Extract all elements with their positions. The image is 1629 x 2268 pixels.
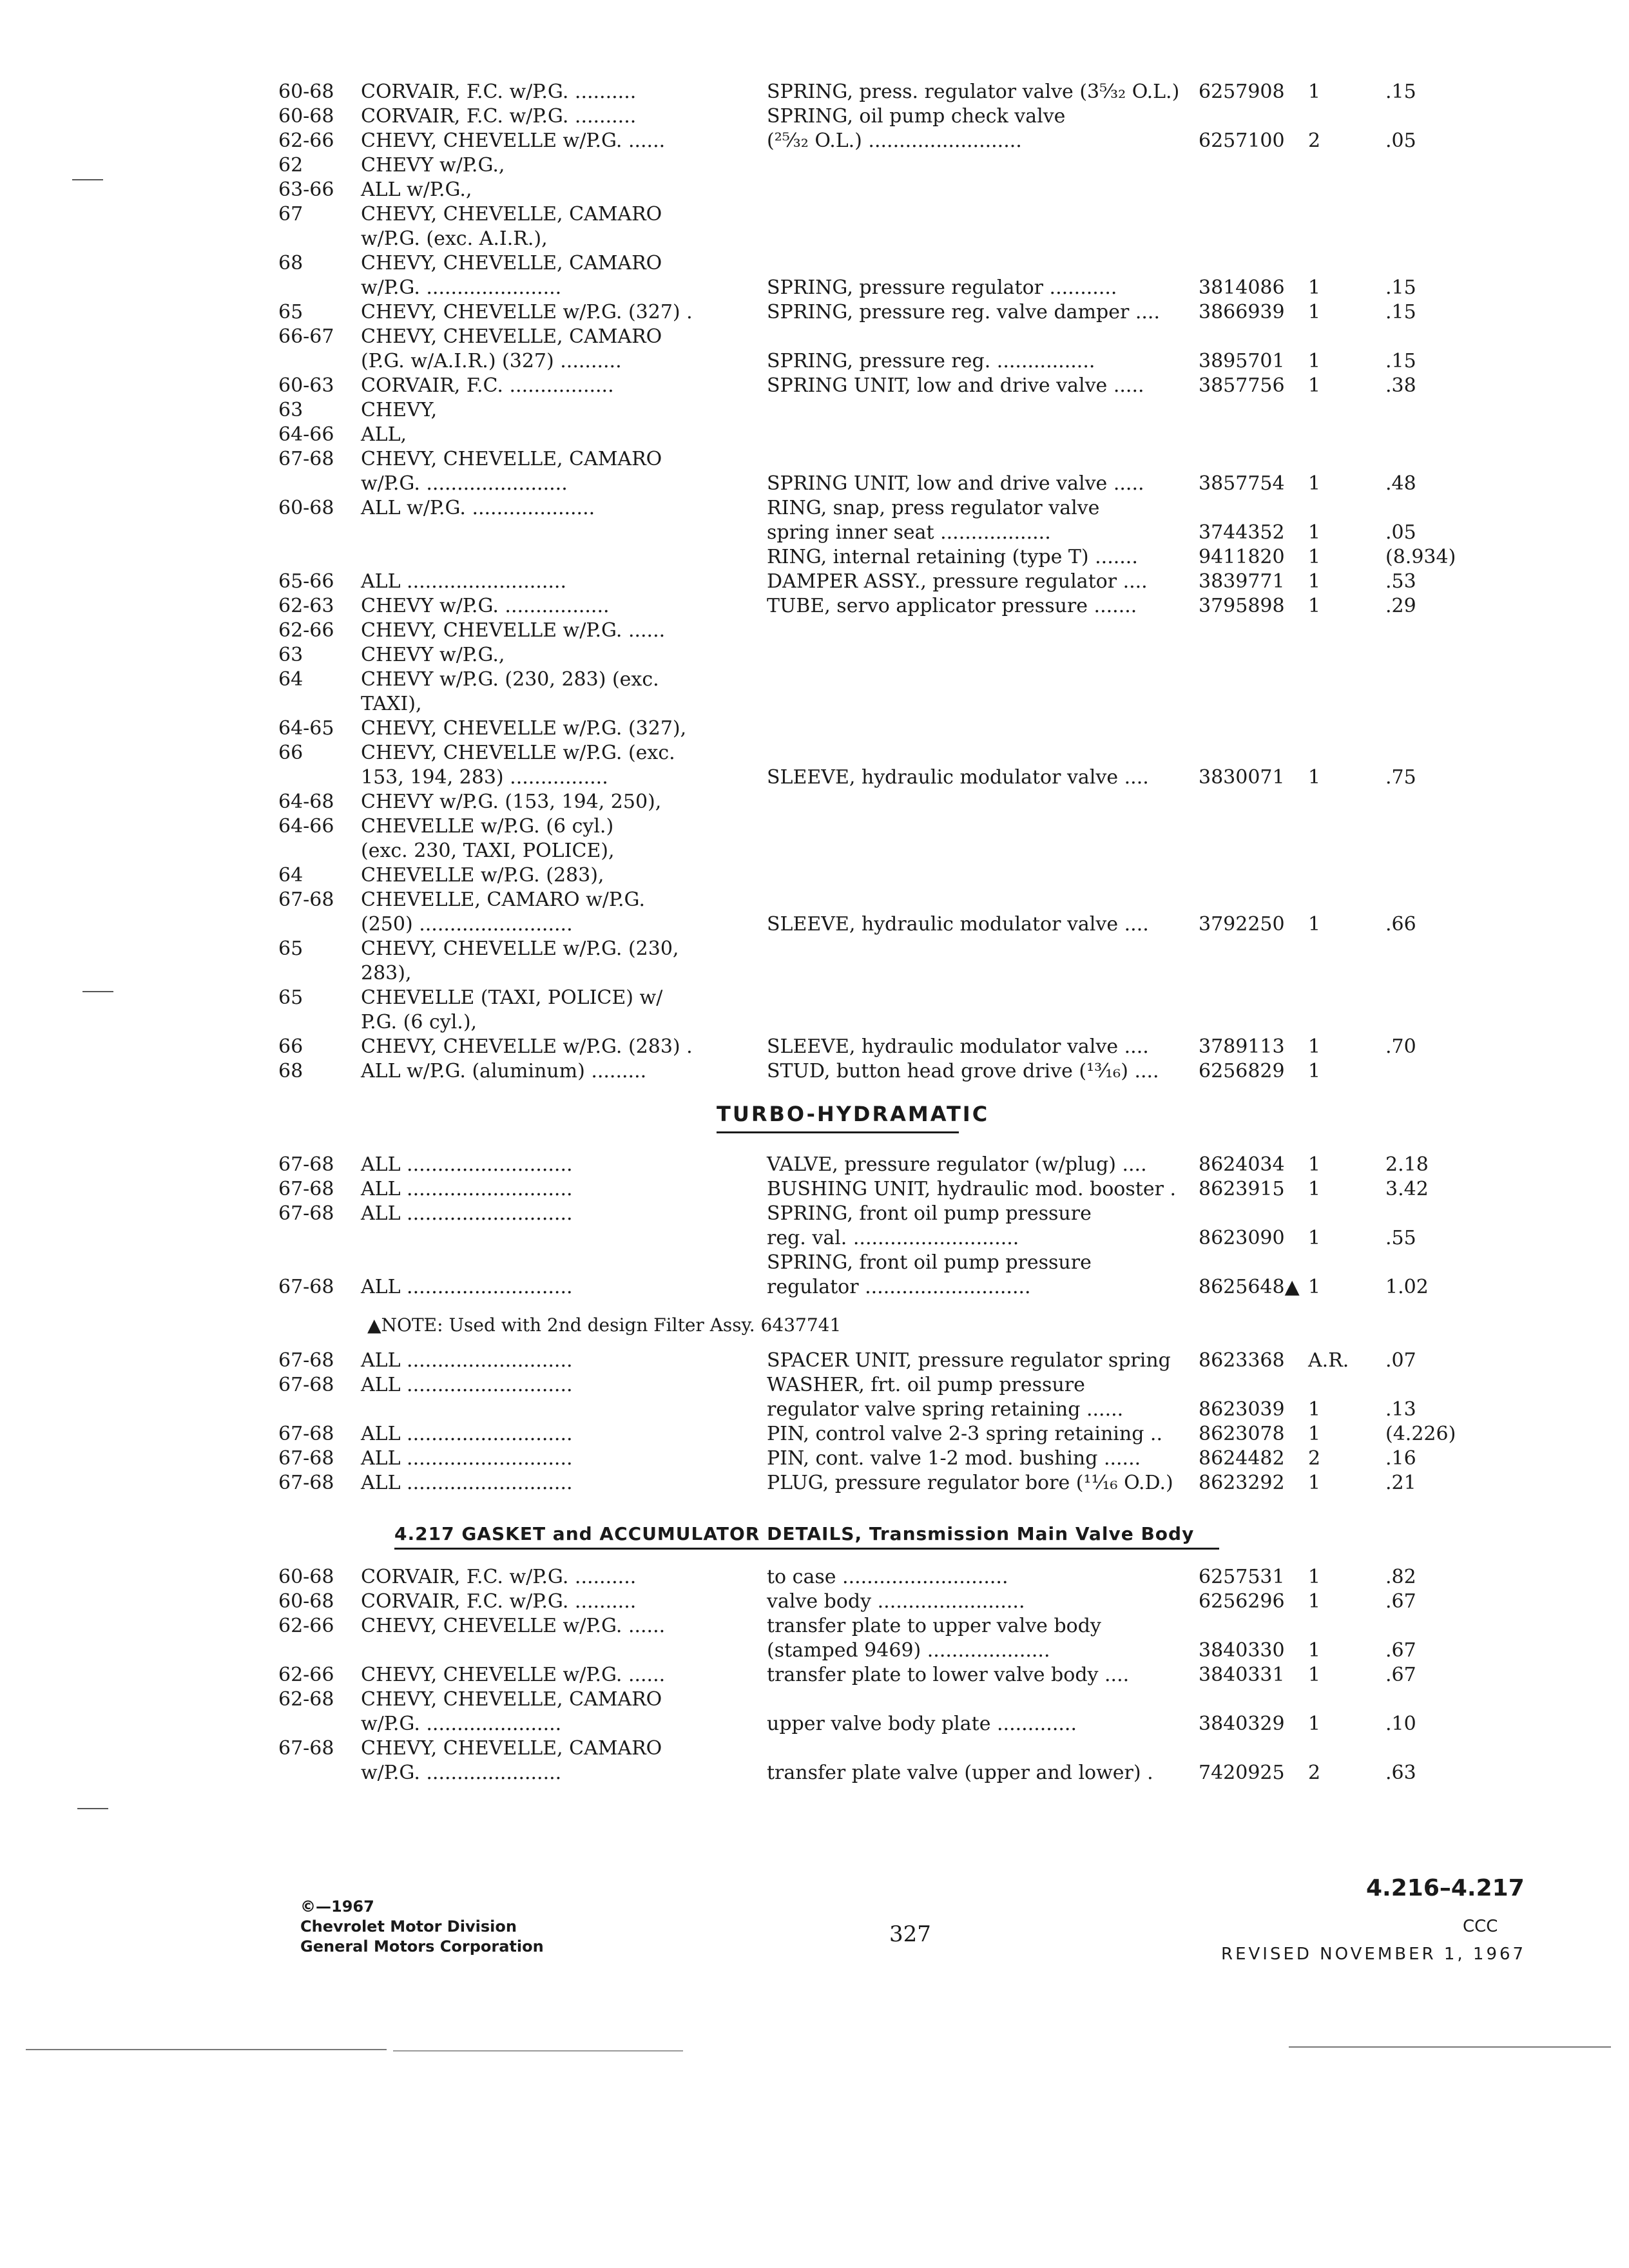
- part-number-cell: 3840331: [1199, 1664, 1285, 1686]
- price-cell: .38: [1385, 374, 1416, 397]
- year-cell: 67-68: [278, 1349, 334, 1372]
- application-cell: ALL ...........................: [361, 1178, 573, 1200]
- application-cell: ALL ...........................: [361, 1202, 573, 1225]
- application-cell: 153, 194, 283) ................: [361, 766, 608, 789]
- year-cell: 67-68: [278, 448, 334, 470]
- quantity-cell: 1: [1308, 350, 1321, 372]
- price-cell: .75: [1385, 766, 1416, 789]
- price-cell: .66: [1385, 913, 1416, 936]
- quantity-cell: 1: [1308, 1566, 1321, 1588]
- description-cell: SPRING, oil pump check valve: [767, 105, 1066, 128]
- part-number-cell: 3789113: [1199, 1035, 1285, 1058]
- year-cell: 67-68: [278, 1178, 334, 1200]
- section-heading-turbo-hydramatic: TURBO-HYDRAMATIC: [717, 1102, 990, 1126]
- application-cell: ALL ...........................: [361, 1447, 573, 1470]
- quantity-cell: A.R.: [1308, 1349, 1349, 1372]
- year-cell: 62-66: [278, 130, 334, 152]
- part-number-cell: 3839771: [1199, 570, 1285, 593]
- part-number-cell: 8623039: [1199, 1398, 1285, 1421]
- scan-margin-mark: [72, 179, 103, 180]
- year-cell: 64-66: [278, 423, 334, 446]
- heading-underline: [717, 1131, 959, 1133]
- quantity-cell: 1: [1308, 1398, 1321, 1421]
- part-number-cell: 8623078: [1199, 1423, 1285, 1445]
- quantity-cell: 1: [1308, 546, 1321, 568]
- price-cell: .67: [1385, 1639, 1416, 1662]
- description-cell: upper valve body plate .............: [767, 1713, 1077, 1735]
- description-cell: transfer plate to upper valve body: [767, 1615, 1101, 1637]
- part-number-cell: 8623090: [1199, 1227, 1285, 1249]
- year-cell: 62-66: [278, 1664, 334, 1686]
- application-cell: CHEVY, CHEVELLE, CAMARO: [361, 1688, 662, 1711]
- quantity-cell: 1: [1308, 1276, 1321, 1298]
- year-cell: 63: [278, 644, 304, 666]
- quantity-cell: 1: [1308, 81, 1321, 103]
- application-cell: 283),: [361, 962, 412, 985]
- year-cell: 64-66: [278, 815, 334, 838]
- year-cell: 60-68: [278, 81, 334, 103]
- application-cell: CHEVY, CHEVELLE, CAMARO: [361, 252, 662, 274]
- part-number-cell: 6257531: [1199, 1566, 1285, 1588]
- part-number-cell: 3857756: [1199, 374, 1285, 397]
- application-cell: CHEVY, CHEVELLE w/P.G. (230,: [361, 937, 679, 960]
- application-cell: ALL ...........................: [361, 1472, 573, 1494]
- quantity-cell: 1: [1308, 374, 1321, 397]
- year-cell: 63-66: [278, 178, 334, 201]
- part-number-cell: 8623368: [1199, 1349, 1285, 1372]
- description-cell: SPACER UNIT, pressure regulator spring: [767, 1349, 1171, 1372]
- application-cell: CHEVELLE (TAXI, POLICE) w/: [361, 986, 663, 1009]
- application-cell: CHEVY, CHEVELLE w/P.G. (283) .: [361, 1035, 693, 1058]
- description-cell: SPRING, pressure reg. valve damper ....: [767, 301, 1160, 323]
- application-cell: CHEVELLE, CAMARO w/P.G.: [361, 889, 645, 911]
- application-cell: CHEVY, CHEVELLE w/P.G. (exc.: [361, 742, 675, 764]
- year-cell: 62-66: [278, 619, 334, 642]
- year-cell: 62-63: [278, 595, 334, 617]
- price-cell: .15: [1385, 81, 1416, 103]
- price-cell: .10: [1385, 1713, 1416, 1735]
- part-number-cell: 3840329: [1199, 1713, 1285, 1735]
- year-cell: 67-68: [278, 1153, 334, 1176]
- application-cell: P.G. (6 cyl.),: [361, 1011, 477, 1033]
- description-cell: WASHER, frt. oil pump pressure: [767, 1374, 1085, 1396]
- application-cell: (P.G. w/A.I.R.) (327) ..........: [361, 350, 622, 372]
- heading-underline: [394, 1548, 1219, 1550]
- year-cell: 67-68: [278, 1374, 334, 1396]
- year-cell: 65-66: [278, 570, 334, 593]
- page-number: 327: [889, 1921, 931, 1947]
- description-cell: PIN, cont. valve 1-2 mod. bushing ......: [767, 1447, 1141, 1470]
- application-cell: CORVAIR, F.C. w/P.G. ..........: [361, 81, 637, 103]
- description-cell: SPRING, pressure reg. ................: [767, 350, 1095, 372]
- quantity-cell: 1: [1308, 1060, 1321, 1082]
- price-cell: .70: [1385, 1035, 1416, 1058]
- quantity-cell: 1: [1308, 913, 1321, 936]
- description-cell: SPRING, front oil pump pressure: [767, 1251, 1092, 1274]
- price-cell: .16: [1385, 1447, 1416, 1470]
- price-cell: .29: [1385, 595, 1416, 617]
- quantity-cell: 1: [1308, 1227, 1321, 1249]
- quantity-cell: 1: [1308, 1035, 1321, 1058]
- price-cell: (4.226): [1385, 1423, 1456, 1445]
- description-cell: (stamped 9469) ....................: [767, 1639, 1050, 1662]
- application-cell: CHEVELLE w/P.G. (6 cyl.): [361, 815, 614, 838]
- part-number-cell: 3866939: [1199, 301, 1285, 323]
- application-cell: CHEVY, CHEVELLE w/P.G. ......: [361, 619, 666, 642]
- description-cell: RING, snap, press regulator valve: [767, 497, 1100, 519]
- division-line: Chevrolet Motor Division: [300, 1917, 517, 1936]
- year-cell: 64-68: [278, 791, 334, 813]
- description-cell: DAMPER ASSY., pressure regulator ....: [767, 570, 1148, 593]
- year-cell: 64: [278, 864, 304, 887]
- part-number-cell: 3840330: [1199, 1639, 1285, 1662]
- price-cell: (8.934): [1385, 546, 1456, 568]
- year-cell: 60-68: [278, 1590, 334, 1613]
- part-number-cell: 8623915: [1199, 1178, 1285, 1200]
- part-number-cell: 7420925: [1199, 1762, 1285, 1784]
- year-cell: 64: [278, 668, 304, 691]
- part-number-cell: 8625648▲: [1199, 1276, 1300, 1298]
- part-number-cell: 3814086: [1199, 276, 1285, 299]
- application-cell: w/P.G. ......................: [361, 1762, 562, 1784]
- application-cell: w/P.G. (exc. A.I.R.),: [361, 227, 548, 250]
- description-cell: PLUG, pressure regulator bore (¹¹⁄₁₆ O.D.): [767, 1472, 1173, 1494]
- quantity-cell: 2: [1308, 1762, 1321, 1784]
- application-cell: CHEVELLE w/P.G. (283),: [361, 864, 604, 887]
- description-cell: TUBE, servo applicator pressure .......: [767, 595, 1137, 617]
- year-cell: 67-68: [278, 889, 334, 911]
- price-cell: .55: [1385, 1227, 1416, 1249]
- price-cell: .82: [1385, 1566, 1416, 1588]
- application-cell: CORVAIR, F.C. w/P.G. ..........: [361, 105, 637, 128]
- quantity-cell: 1: [1308, 1664, 1321, 1686]
- price-cell: 1.02: [1385, 1276, 1429, 1298]
- description-cell: SLEEVE, hydraulic modulator valve ....: [767, 913, 1149, 936]
- year-cell: 68: [278, 1060, 304, 1082]
- application-cell: CHEVY w/P.G.,: [361, 644, 505, 666]
- year-cell: 67-68: [278, 1276, 334, 1298]
- price-cell: .05: [1385, 130, 1416, 152]
- quantity-cell: 1: [1308, 1713, 1321, 1735]
- application-cell: CHEVY w/P.G. (153, 194, 250),: [361, 791, 662, 813]
- description-cell: to case ...........................: [767, 1566, 1008, 1588]
- application-cell: ALL,: [361, 423, 407, 446]
- price-cell: .67: [1385, 1590, 1416, 1613]
- year-cell: 60-68: [278, 1566, 334, 1588]
- description-cell: valve body ........................: [767, 1590, 1025, 1613]
- year-cell: 60-68: [278, 105, 334, 128]
- section-code: 4.216–4.217: [1366, 1875, 1525, 1901]
- part-number-cell: 6256296: [1199, 1590, 1285, 1613]
- application-cell: w/P.G. .......................: [361, 472, 568, 495]
- description-cell: reg. val. ...........................: [767, 1227, 1019, 1249]
- application-cell: CHEVY, CHEVELLE w/P.G. (327),: [361, 717, 687, 740]
- year-cell: 64-65: [278, 717, 334, 740]
- footer-publisher: [300, 1897, 544, 1957]
- year-cell: 66: [278, 1035, 304, 1058]
- quantity-cell: 1: [1308, 570, 1321, 593]
- part-number-cell: 6256829: [1199, 1060, 1285, 1082]
- quantity-cell: 2: [1308, 130, 1321, 152]
- price-cell: .53: [1385, 570, 1416, 593]
- year-cell: 65: [278, 937, 304, 960]
- description-cell: (²⁵⁄₃₂ O.L.) .........................: [767, 130, 1022, 152]
- description-cell: BUSHING UNIT, hydraulic mod. booster .: [767, 1178, 1176, 1200]
- description-cell: transfer plate to lower valve body ....: [767, 1664, 1130, 1686]
- price-cell: .07: [1385, 1349, 1416, 1372]
- quantity-cell: 1: [1308, 301, 1321, 323]
- price-cell: .15: [1385, 350, 1416, 372]
- description-cell: SPRING, press. regulator valve (3⁵⁄₃₂ O.L.): [767, 81, 1180, 103]
- application-cell: CHEVY, CHEVELLE, CAMARO: [361, 1737, 662, 1760]
- year-cell: 62-66: [278, 1615, 334, 1637]
- price-cell: .13: [1385, 1398, 1416, 1421]
- year-cell: 68: [278, 252, 304, 274]
- application-cell: CHEVY, CHEVELLE w/P.G. (327) .: [361, 301, 693, 323]
- description-cell: SLEEVE, hydraulic modulator valve ....: [767, 1035, 1149, 1058]
- footnote-filter-assy: ▲NOTE: Used with 2nd design Filter Assy. 6437741: [367, 1314, 842, 1336]
- quantity-cell: 1: [1308, 1472, 1321, 1494]
- year-cell: 67-68: [278, 1202, 334, 1225]
- quantity-cell: 1: [1308, 276, 1321, 299]
- year-cell: 62-68: [278, 1688, 334, 1711]
- part-number-cell: 3795898: [1199, 595, 1285, 617]
- corporation-line: General Motors Corporation: [300, 1937, 544, 1956]
- scan-margin-mark: [82, 991, 113, 992]
- description-cell: RING, internal retaining (type T) .......: [767, 546, 1138, 568]
- quantity-cell: 1: [1308, 472, 1321, 495]
- price-cell: 2.18: [1385, 1153, 1429, 1176]
- part-number-cell: 8624034: [1199, 1153, 1285, 1176]
- description-cell: regulator ...........................: [767, 1276, 1031, 1298]
- application-cell: CHEVY,: [361, 399, 438, 421]
- application-cell: ALL ..........................: [361, 570, 566, 593]
- part-number-cell: 3792250: [1199, 913, 1285, 936]
- description-cell: SPRING UNIT, low and drive valve .....: [767, 374, 1144, 397]
- price-cell: .63: [1385, 1762, 1416, 1784]
- quantity-cell: 1: [1308, 1153, 1321, 1176]
- description-cell: SPRING, front oil pump pressure: [767, 1202, 1092, 1225]
- year-cell: 67: [278, 203, 304, 226]
- application-cell: CHEVY w/P.G.,: [361, 154, 505, 177]
- application-cell: CORVAIR, F.C. .................: [361, 374, 614, 397]
- year-cell: 65: [278, 986, 304, 1009]
- part-number-cell: 6257100: [1199, 130, 1285, 152]
- application-cell: CORVAIR, F.C. w/P.G. ..........: [361, 1566, 637, 1588]
- section-heading-gasket-accumulator: 4.217 GASKET and ACCUMULATOR DETAILS, Transmission Main Valve Body: [394, 1523, 1195, 1544]
- quantity-cell: 1: [1308, 595, 1321, 617]
- description-cell: VALVE, pressure regulator (w/plug) ....: [767, 1153, 1147, 1176]
- part-number-cell: 8623292: [1199, 1472, 1285, 1494]
- application-cell: CHEVY w/P.G. .................: [361, 595, 610, 617]
- copyright-line: ©—1967: [300, 1898, 374, 1916]
- application-cell: ALL w/P.G. ....................: [361, 497, 595, 519]
- scan-bottom-line: [1289, 2046, 1611, 2048]
- year-cell: 67-68: [278, 1423, 334, 1445]
- description-cell: regulator valve spring retaining ......: [767, 1398, 1124, 1421]
- application-cell: CORVAIR, F.C. w/P.G. ..........: [361, 1590, 637, 1613]
- application-cell: w/P.G. ......................: [361, 1713, 562, 1735]
- application-cell: CHEVY, CHEVELLE, CAMARO: [361, 203, 662, 226]
- application-cell: CHEVY, CHEVELLE w/P.G. ......: [361, 1615, 666, 1637]
- price-cell: .05: [1385, 521, 1416, 544]
- application-cell: ALL w/P.G. (aluminum) .........: [361, 1060, 647, 1082]
- price-cell: .15: [1385, 276, 1416, 299]
- part-number-cell: 3744352: [1199, 521, 1285, 544]
- application-cell: TAXI),: [361, 693, 422, 715]
- application-cell: ALL ...........................: [361, 1276, 573, 1298]
- year-cell: 60-68: [278, 497, 334, 519]
- year-cell: 67-68: [278, 1472, 334, 1494]
- year-cell: 67-68: [278, 1737, 334, 1760]
- year-cell: 60-63: [278, 374, 334, 397]
- part-number-cell: 3895701: [1199, 350, 1285, 372]
- description-cell: transfer plate valve (upper and lower) .: [767, 1762, 1153, 1784]
- description-cell: SLEEVE, hydraulic modulator valve ....: [767, 766, 1149, 789]
- year-cell: 65: [278, 301, 304, 323]
- application-cell: ALL ...........................: [361, 1153, 573, 1176]
- price-cell: 3.42: [1385, 1178, 1429, 1200]
- application-cell: ALL ...........................: [361, 1349, 573, 1372]
- ccc-code: CCC: [1463, 1917, 1498, 1936]
- application-cell: CHEVY, CHEVELLE w/P.G. ......: [361, 1664, 666, 1686]
- application-cell: ALL ...........................: [361, 1423, 573, 1445]
- quantity-cell: 1: [1308, 766, 1321, 789]
- year-cell: 63: [278, 399, 304, 421]
- part-number-cell: 9411820: [1199, 546, 1285, 568]
- description-cell: SPRING UNIT, low and drive valve .....: [767, 472, 1144, 495]
- part-number-cell: 3830071: [1199, 766, 1285, 789]
- description-cell: SPRING, pressure regulator ...........: [767, 276, 1117, 299]
- year-cell: 66: [278, 742, 304, 764]
- quantity-cell: 1: [1308, 1639, 1321, 1662]
- quantity-cell: 1: [1308, 1590, 1321, 1613]
- part-number-cell: 6257908: [1199, 81, 1285, 103]
- quantity-cell: 2: [1308, 1447, 1321, 1470]
- scan-margin-mark: [77, 1808, 108, 1809]
- quantity-cell: 1: [1308, 1423, 1321, 1445]
- description-cell: PIN, control valve 2-3 spring retaining ..: [767, 1423, 1163, 1445]
- year-cell: 67-68: [278, 1447, 334, 1470]
- revision-date: REVISED NOVEMBER 1, 1967: [1221, 1945, 1527, 1964]
- price-cell: .21: [1385, 1472, 1416, 1494]
- application-cell: CHEVY, CHEVELLE, CAMARO: [361, 448, 662, 470]
- application-cell: ALL ...........................: [361, 1374, 573, 1396]
- scan-bottom-line: [393, 2050, 683, 2052]
- part-number-cell: 3857754: [1199, 472, 1285, 495]
- part-number-cell: 8624482: [1199, 1447, 1285, 1470]
- application-cell: CHEVY w/P.G. (230, 283) (exc.: [361, 668, 659, 691]
- application-cell: CHEVY, CHEVELLE, CAMARO: [361, 325, 662, 348]
- application-cell: (exc. 230, TAXI, POLICE),: [361, 840, 615, 862]
- year-cell: 66-67: [278, 325, 334, 348]
- application-cell: (250) .........................: [361, 913, 573, 936]
- description-cell: spring inner seat ..................: [767, 521, 1051, 544]
- price-cell: .48: [1385, 472, 1416, 495]
- application-cell: ALL w/P.G.,: [361, 178, 472, 201]
- quantity-cell: 1: [1308, 1178, 1321, 1200]
- application-cell: w/P.G. ......................: [361, 276, 562, 299]
- price-cell: .15: [1385, 301, 1416, 323]
- quantity-cell: 1: [1308, 521, 1321, 544]
- price-cell: .67: [1385, 1664, 1416, 1686]
- application-cell: CHEVY, CHEVELLE w/P.G. ......: [361, 130, 666, 152]
- year-cell: 62: [278, 154, 304, 177]
- description-cell: STUD, button head grove drive (¹³⁄₁₆) ....: [767, 1060, 1159, 1082]
- scan-bottom-line: [26, 2049, 387, 2050]
